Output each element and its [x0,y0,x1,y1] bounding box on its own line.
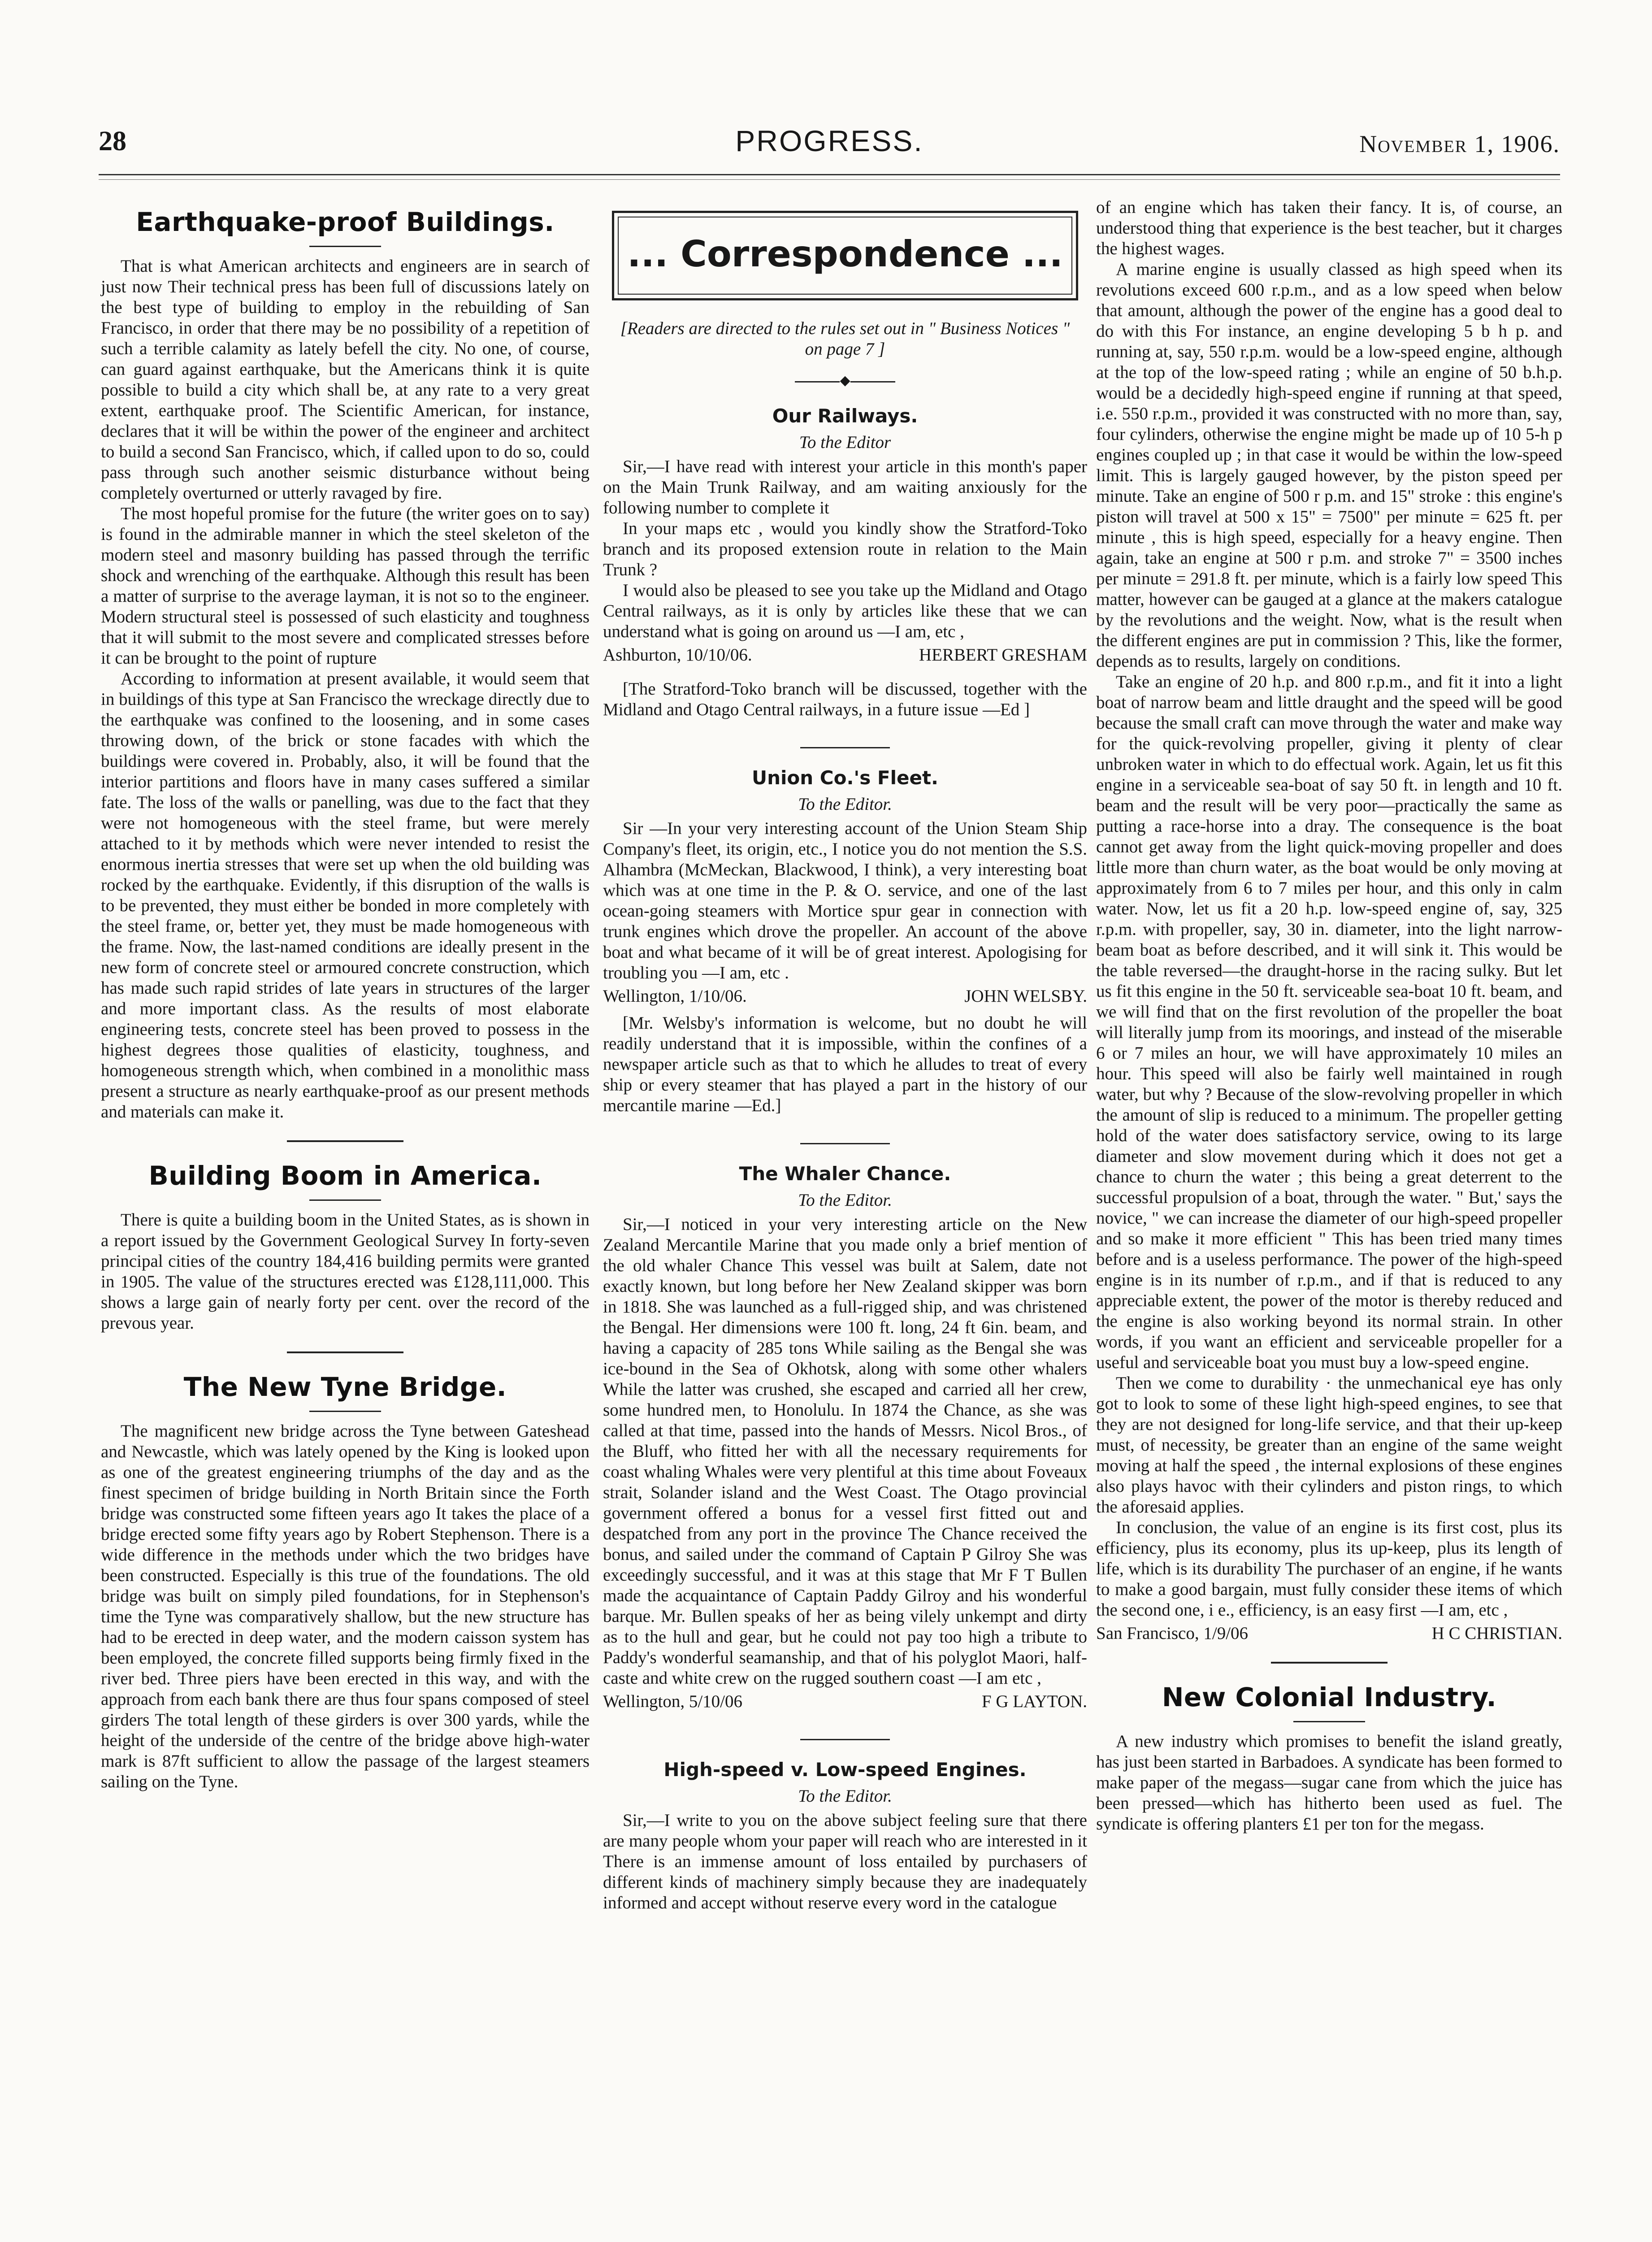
paragraph: That is what American architects and engineers are in search of just now Their technical press has been full of discussions lately on the best type of building to employ in the rebuilding of San Francisco, in order that there may be no possibility of a repetition of such a terrible calamity as lately befell the city. No one, of course, can guard against earthquake, but the Americans think it is quite possible to build a city which shall be, at any rate to a very great extent, earthquake proof. The Scientific American, for instance, declares that it will be within the power of the engineer and architect to build a second San Francisco, which, if called upon to do so, could pass through such another seismic disturbance without being completely overturned or utterly ravaged by fire. [101,256,590,503]
paragraph: I would also be pleased to see you take up the Midland and Otago Central railways, as it is only by articles like these that we can understand what is going on around us —I am, etc , [603,581,1087,641]
title-rule [309,1411,381,1412]
letter-signer: HERBERT GRESHAM [919,645,1087,665]
article-divider [287,1140,403,1142]
letter-signature [1096,1623,1562,1644]
letter-union-fleet [603,766,1087,1116]
ornament-divider: ◆ [603,370,1087,391]
letter-title: Union Co.'s Fleet. [752,767,938,789]
article-title: New Colonial Industry. [1162,1682,1497,1712]
paragraph: The most hopeful promise for the future (the writer goes on to say) is found in the admirable manner in which the steel skeleton of the modern steel and masonry building has passed through the terrific shock and wrenching of the earthquake. Although this result has been a matter of surprise to the average layman, it is not so to the engineer. Modern structural steel is possessed of such elasticity and toughness that it will submit to the most severe and complicated stresses before it can be brought to the point of rupture [101,504,590,668]
article-title: The New Tyne Bridge. [183,1372,507,1402]
paragraph: A marine engine is usually classed as high speed when its revolutions exceed 600 r.p.m., and as a low speed when below that amount, although the power of the engine has a good deal to do with this For instance, an engine developing 5 b h p. and running at, say, 550 r.p.m. would be a low-speed engine, although at the top of the low-speed rating ; while an engine of 50 b.h.p. would be a decidedly high-speed engine if running at that speed, i.e. 550 r.p.m., provided it was constructed with no more than, say, four cylinders, otherwise the engine might be made up of 10 5-h p engines coupled up ; in that case it would be within the low-speed limit. This is largely gauged however, by the piston speed per minute. Take an engine of 500 r p.m. and 15" stroke : this engine's piston will travel at 500 x 15" = 7500" per minute = 625 ft. per minute , this is high speed, especially for a heavy engine. Then again, take an engine at 500 r p.m. and stroke 7" = 3500 inches per minute = 291.8 ft. per minute, which is a fairly low speed This matter, however can be gauged at a glance at the makers catalogue by the revolutions and the weight. Now, what is the result when the different engines are put in commission ? This, like the former, depends as to results, largely on conditions. [1096,260,1562,671]
article-divider [1271,1662,1388,1664]
column-left [101,197,590,1792]
letter-signature [603,645,1087,665]
letter-signer: JOHN WELSBY. [964,986,1087,1006]
letter-place-date: Wellington, 5/10/06 [603,1692,743,1711]
letter-whaler-chance [603,1162,1087,1712]
article-title: Earthquake-proof Buildings. [136,207,555,237]
paragraph: Sir,—I write to you on the above subject feeling sure that there are many people whom your paper will reach who are interested in it There is an immense amount of loss entailed by purchasers of different kinds of machinery simply because they are inadequately informed and accept without reserve every word in the catalogue [603,1811,1087,1912]
editor-note: [The Stratford-Toko branch will be discussed, together with the Midland and Otago Central railways, in a future issue —Ed ] [603,679,1087,719]
readers-notice: [Readers are directed to the rules set out in " Business Notices " on page 7 ] [620,319,1070,359]
paragraph: According to information at present available, it would seem that in buildings of this type at San Francisco the wreckage directly due to the earthquake was confined to the loosening, and in some cases throwing down, of the brick or stone facades with which the buildings were covered in. Probably, also, it will be found that the interior partitions and floors have in many cases suffered a similar fate. The loss of the walls or panelling, was due to the fact that they were not homogeneous with the steel frame, but were merely attached to it by methods which were never intended to resist the enormous inertia stresses that were set up when the old building was rocked by the earthquake. Evidently, if this disruption of the walls is to be prevented, they must either be bonded in more completely with the steel frame, or, better yet, they must be made homogeneous with the frame. Now, the last-named conditions are ideally present in the new form of concrete steel or armoured concrete construction, which has made such rapid strides of late years in structures of the larger and more important class. As the results of most elaborate engineering tests, concrete steel has been proved to possess in the highest degrees those qualities of elasticity, toughness, and homogeneous strength which, when combined in a monolithic mass present a structure as nearly earthquake-proof as our present methods and materials can make it. [101,669,590,1121]
column-middle [603,197,1087,1913]
paragraph: Sir,—I noticed in your very interesting article on the New Zealand Mercantile Marine that you made only a brief mention of the old whaler Chance This vessel was built at Salem, date not exactly known, but long before her New Zealand skipper was born in 1818. She was launched as a full-rigged ship, and was christened the Bengal. Her dimensions were 100 ft. long, 24 ft 6in. beam, and having a capacity of 285 tons While sailing as the Bengal she was ice-bound in the Sea of Okhotsk, along with some other whalers While the latter was crushed, she escaped and carried all her crew, some hundred men, to Honolulu. In 1874 the Chance, as she was called at that time, passed into the hands of Messrs. Nicol Bros., of the Bluff, who fitted her with all the necessary requirements for coast whaling Whales were very plentiful at this time about Foveaux strait, Solander island and the West Coast. The Otago provincial government offered a bonus for a vessel first fitted out and despatched from any port in the province The Chance received the bonus, and sailed under the command of Captain P Gilroy She was exceedingly successful, and it was at this stage that Mr F T Bullen made the acquaintance of Captain Paddy Gilroy and his wonderful barque. Mr. Bullen speaks of her as being vilely unkempt and dirty as to the hull and gear, but he could not pay too high a tribute to Paddy's wonderful seamanship, and that of his polyglot Maori, half-caste and white crew on the rugged southern coast —I am etc , [603,1215,1087,1688]
paragraph: There is quite a building boom in the United States, as is shown in a report issued by the Government Geological Survey In forty-seven principal cities of the country 184,416 building permits were granted in 1905. The value of the structures erected was £128,111,000. This shows a large gain of nearly forty per cent. over the record of the prevous year. [101,1210,590,1333]
article-divider [287,1351,403,1353]
correspondence-banner [612,211,1078,300]
paragraph: Take an engine of 20 h.p. and 800 r.p.m., and fit it into a light boat of narrow beam and little draught and the speed will be good because the small craft can move through the water and make way for the quick-revolving propeller, giving it plenty of clear unbroken water in which to do effectual work. Again, let us fit this engine in a serviceable sea-boat of say 50 ft. in length and 10 ft. beam and the result will be very poor—practically the same as putting a race-horse into a dray. The consequence is the boat cannot get away from the light quick-moving propeller and does little more than churn water, as the boat would be only moving at approximately from 6 to 7 miles per hour, and this only in calm water. Now, let us fit a 20 h.p. low-speed engine of, say, 325 r.p.m. with propeller, say, 30 in. diameter, into the light narrow-beam boat as before described, and it will sink it. This would be the table reversed—the draught-horse in the racing sulky. But let us fit this engine in the 50 ft. serviceable sea-boat 10 ft. beam, and we will find that on the first revolution of the propeller the boat will literally jump from its moorings, and instead of the miserable 6 or 7 miles an hour, we will have approximately 10 miles an hour. This speed will also be fairly well maintained in rough water, but why ? Because of the slow-revolving propeller in which the amount of slip is reduced to a minimum. The propeller getting hold of the water does satisfactory service, owing to its large diameter and slow movement during which it does not get a chance to churn the water ; this being a great deterrent to the successful propulsion of a boat, through the water. " But,' says the novice, " we can increase the diameter of our high-speed propeller and so make it more efficient " This has been tried many times before and is a useless performance. The power of the high-speed engine is in its number of r.p.m., and if that is reduced to any appreciable extent, the power of the motor is thereby reduced and the engine is also working beyond its normal strain. In other words, if you want an efficient and serviceable propeller for a useful and serviceable boat you must buy a low-speed engine. [1096,672,1562,1372]
letter-engines [603,1758,1087,1913]
correspondence-title: ... Correspondence ... [627,233,1063,275]
letter-signer: H C CHRISTIAN. [1431,1624,1562,1643]
letter-engines-continued [1096,197,1562,1644]
letter-addressee: To the Editor. [798,795,892,814]
letter-place-date: San Francisco, 1/9/06 [1096,1624,1249,1643]
title-rule [309,246,381,247]
letter-addressee: To the Editor [799,433,891,452]
letter-divider [800,1143,890,1144]
letter-signature [603,986,1087,1007]
masthead-title: PROGRESS. [735,124,924,157]
header-rule [99,174,1560,175]
paragraph: Sir,—I have read with interest your article in this month's paper on the Main Trunk Railway, and am waiting anxiously for the following number to complete it [603,457,1087,517]
letter-title: The Whaler Chance. [739,1163,951,1185]
letter-title: High-speed v. Low-speed Engines. [663,1759,1027,1781]
paragraph: In your maps etc , would you kindly show the Stratford-Toko branch and its proposed extension route in relation to the Main Trunk ? [603,519,1087,579]
paragraph: In conclusion, the value of an engine is its first cost, plus its efficiency, plus its economy, plus its up-keep, plus its length of life, which is its durability The purchaser of an engine, if he wants to make a good bargain, must fully consider these items of which the second one, i e., efficiency, is an easy first —I am, etc , [1096,1518,1562,1620]
letter-place-date: Wellington, 1/10/06. [603,986,747,1006]
title-rule [1293,1721,1365,1722]
letter-our-railways [603,404,1087,720]
article-earthquake-proof-buildings [101,206,590,1122]
article-title: Building Boom in America. [148,1160,542,1191]
paragraph: Then we come to durability · the unmechanical eye has only got to look to some of these light high-speed engines, to see that they are not designed for long-life service, and that their up-keep must, of necessity, be greater than an engine of the same weight moving at half the speed , the internal explosions of these engines also plays havoc with their cylinders and piston rings, to which the aforesaid applies. [1096,1373,1562,1516]
paragraph: of an engine which has taken their fancy. It is, of course, an understood thing that experience is the best teacher, but it charges the highest wages. [1096,198,1562,258]
issue-date: November 1, 1906. [1359,130,1560,157]
letter-place-date: Ashburton, 10/10/06. [603,645,752,665]
paragraph: The magnificent new bridge across the Tyne between Gateshead and Newcastle, which was lately opened by the King is looked upon as one of the greatest engineering triumphs of the day and as the finest specimen of bridge building in North Britain since the Forth bridge was constructed some fifteen years ago It takes the place of a bridge erected some fifty years ago by Robert Stephenson. There is a wide difference in the methods under which the two bridges have been constructed. Especially is this true of the foundations. The old bridge was built on simply piled foundations, for in Stephenson's time the Tyne was comparatively shallow, but the new structure has had to be erected in deep water, and the modern caisson system has been employed, the concrete filled supports being firmly fixed in the river bed. Three piers have been erected in this way, and with the approach from each bank there are thus four spans composed of steel girders The total length of these girders is over 300 yards, while the height of the underside of the centre of the bridge above high-water mark is 87ft sufficient to allow the passage of the largest steamers sailing on the Tyne. [101,1421,590,1791]
editor-note: [Mr. Welsby's information is welcome, but no doubt he will readily understand that it is impossible, within the confines of a newspaper article such as that to which he alludes to treat of every ship or every steamer that has played a part in the history of our mercantile marine —Ed.] [603,1013,1087,1115]
paragraph: Sir —In your very interesting account of the Union Steam Ship Company's fleet, its origin, etc., I notice you do not mention the S.S. Alhambra (McMeckan, Blackwood, I think), a very interesting boat which was at one time in the P. & O. service, and one of the last ocean-going steamers with Mortice spur gear in connection with trunk engines which drove the propeller. An account of the above boat and what became of it will be of great interest. Apologising for troubling you —I am, etc . [603,819,1087,982]
letter-addressee: To the Editor. [798,1786,892,1806]
letter-title: Our Railways. [772,405,918,427]
letter-signer: F G LAYTON. [981,1692,1087,1711]
article-new-tyne-bridge [101,1371,590,1792]
letter-addressee: To the Editor. [798,1191,892,1210]
letter-signature [603,1691,1087,1712]
letter-divider [800,1739,890,1740]
header-rule-thin [99,179,1560,180]
article-new-colonial-industry [1096,1682,1562,1834]
page-header [99,126,1560,179]
title-rule [309,1199,381,1201]
page-number: 28 [99,126,126,156]
article-building-boom [101,1160,590,1334]
letter-divider [800,747,890,748]
paragraph: A new industry which promises to benefit the island greatly, has just been started in Barbadoes. A syndicate has been formed to make paper of the megass—sugar cane from which the juice has been pressed—which has hitherto been used as fuel. The syndicate is offering planters £1 per ton for the megass. [1096,1732,1562,1834]
column-right [1096,197,1562,1834]
